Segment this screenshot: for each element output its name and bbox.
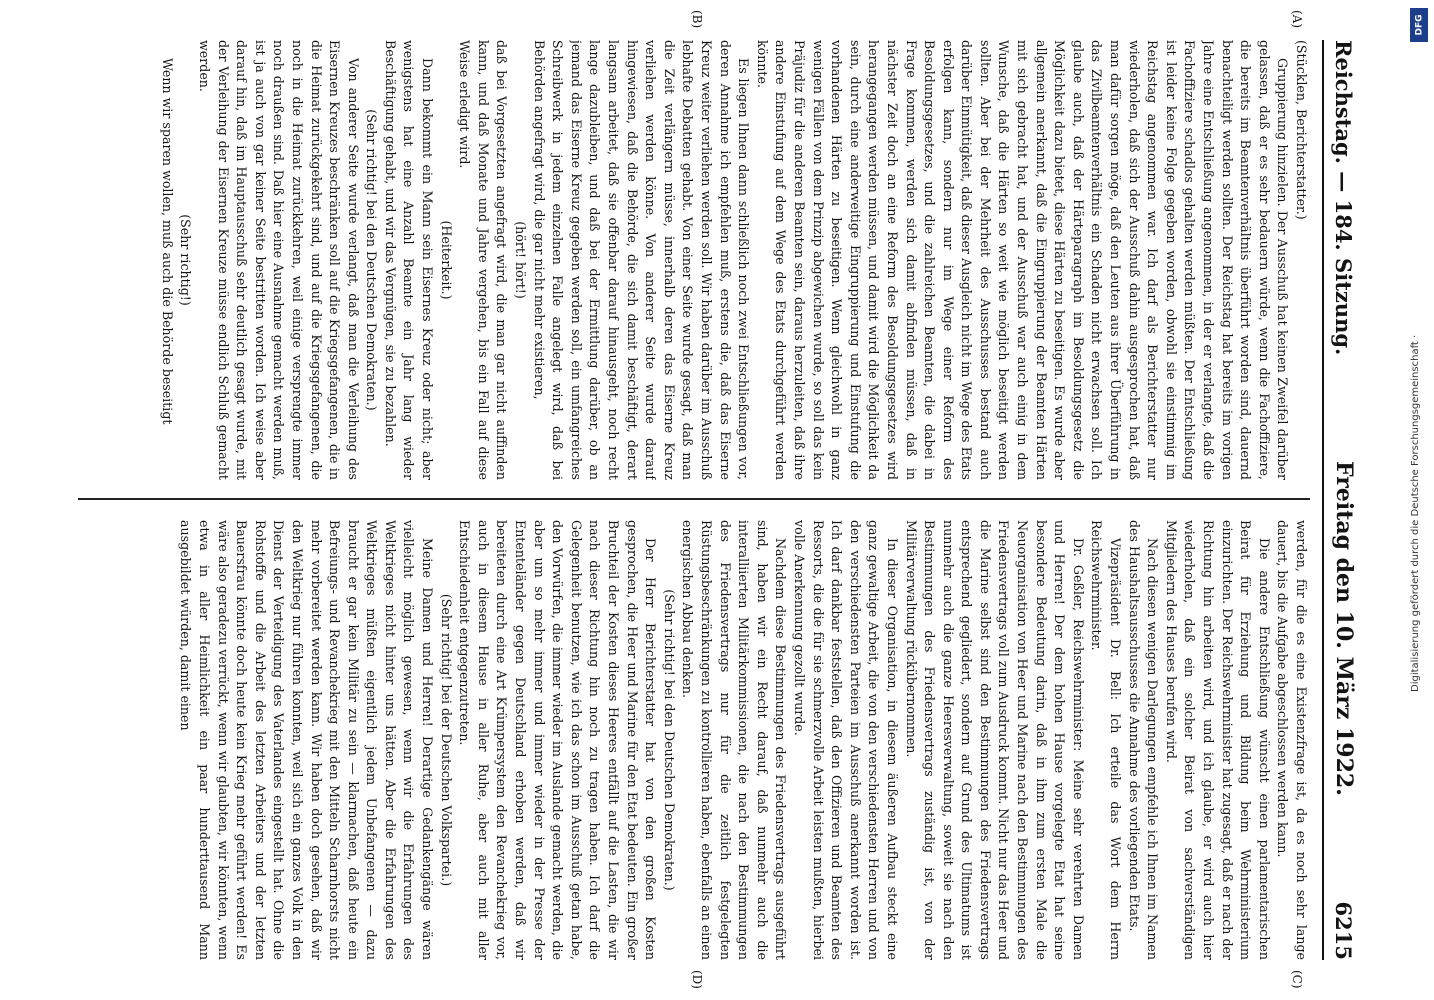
header-session: Reichstag. — 184. Sitzung. bbox=[1331, 40, 1357, 356]
paragraph: Dann bekommt ein Mann sein Eisernes Kreuz oder nicht; aber wenigstens hat eine Anzahl Beamte ein Jahr lang wieder Beschäftigung gehabt, und wir das Vergnügen, sie zu bezahlen. bbox=[382, 40, 436, 480]
page-header bbox=[1322, 40, 1364, 960]
paragraph: Wenn wir sparen wollen, muß auch die Behörde beseitigt bbox=[159, 58, 175, 425]
interjection: (Heiterkeit.) bbox=[438, 220, 454, 300]
paragraph: Die andere Entschließung wünscht einen parlamentarischen Beirat für Erziehung und Bildung beim Wehrministerium einzurichten. Der Reichswehrminister hat zugesagt, daß er nach der Richtung hin arbeiten wird, und ich glaube, er wird auch hier wiederholen, daß ein solcher Beirat von sachverständigen Mitgliedern des Hauses berufen wird. bbox=[1163, 520, 1272, 960]
interjection: (Sehr richtig!) bbox=[178, 214, 194, 306]
dfg-logo: DFG bbox=[1410, 8, 1428, 42]
column-divider bbox=[78, 498, 1310, 500]
margin-mark-a: (A) bbox=[1290, 10, 1304, 29]
interjection: (Sehr richtig! bei den Deutschen Demokraten.) bbox=[364, 109, 380, 411]
paragraph: Dr. Geßler, Reichswehrminister: Meine sehr verehrten Damen und Herren! Der dem hohen Hause vorgelegte Etat hat seine besondere Bedeutung darin, daß in ihm zum ersten Male die Neuorganisation von Heer und Marine nach den Bestimmungen des Friedensvertrags voll zum Ausdruck kommt. Nicht nur das Heer und die Marine selbst sind den Bestimmungen des Friedensvertrags entsprechend gegliedert, sondern auf Grund des Ultimatums ist nunmehr auch die ganze Heeresverwaltung, soweit sie nach den Bestimmungen des Friedensvertrags zuständig ist, von der Militärverwaltung rückübernommen. bbox=[903, 520, 1086, 960]
paragraph: Nachdem diese Bestimmungen des Friedensvertrags ausgeführt sind, haben wir ein Recht darauf, daß nunmehr auch die interalliierten Militärkommissionen, die nach den Bestimmungen des Friedensvertrags nur für die zeitlich festgelegten Rüstungsbeschränkungen zu kontrollieren haben, ebenfalls an einen energischen Abbau denken. bbox=[680, 520, 789, 960]
interjection: (Sehr richtig! bei den Deutschen Demokraten.) bbox=[661, 589, 677, 891]
paragraph: daß bei Vorgesetzten angefragt wird, die man gar nicht auffinden kann, und daß Monate und Jahre vergehen, bis ein Fall auf diese Weise erledigt wird. bbox=[457, 40, 510, 480]
interjection: (hört! hört!) bbox=[513, 221, 529, 299]
digitization-credit-text: Digitalisierung gefördert durch die Deutsche Forschungsgemeinschaft · bbox=[1410, 334, 1421, 692]
header-page-number: 6215 bbox=[1331, 901, 1357, 960]
margin-mark-b: (B) bbox=[690, 10, 704, 29]
paragraph: Gruppierung hinzielen. Der Ausschuß hat keinen Zweifel darüber gelassen, daß er es sehr bedauern würde, wenn die Fachoffiziere, die bereits im Beamtenverhältnis überführt worden sind, dauernd benachteiligt werden sollten. Der Reichstag hat bereits im vorigen Jahre eine Entschließung angenommen, in der er verlangte, daß die Fachoffiziere schadlos gehalten werden müßten. Der Entschließung ist leider keine Folge gegeben worden, obwohl sie einstimmig im Reichstag angenommen war. Ich darf als Berichterstatter nur wiederholen, daß sich der Ausschuß dahin ausgesprochen hat, daß man dafür sorgen möge, daß den Leuten aus ihrer Überführung in das Zivilbeamtenverhältnis ein Schaden nicht erwachsen soll. Ich glaube auch, daß der Härteparagraph im Besoldungsgesetz die Möglichkeit dazu bietet, diese Härten zu beseitigen. Es wurde aber allgemein anerkannt, daß die Eingruppierung der Beamten Härten mit sich gebracht hat, und der Ausschuß war auch einig in dem Wunsche, daß die Härten so weit wie möglich beseitigt werden sollten. Aber bei der Mehrheit des Ausschusses bestand auch darüber Einmütigkeit, daß dieser Ausgleich nicht im Wege des Etats erfolgen kann, sondern nur im Wege einer Reform des Besoldungsgesetzes, und die zahlreichen Beamten, die dabei in Frage kommen, werden sich damit abfinden müssen, daß in nächster Zeit doch an eine Reform des Besoldungsgesetzes wird herangegangen werden müssen, und damit wird die Möglichkeit da sein, durch eine anderweitige Eingruppierung und Einstufung die vorhandenen Härten zu beseitigen. Wenn gleichwohl in ganz wenigen Fällen von dem Prinzip abgewichen wurde, so soll das kein Präjudiz für die anderen Beamten sein, daraus herzuleiten, daß ihre andere Einstufung auf dem Wege des Etats durchgeführt werden könnte. bbox=[754, 40, 1291, 480]
paragraph: Es liegen Ihnen dann schließlich noch zwei Entschließungen vor, deren Annahme ich empfehlen muß, erstens die, daß das Eiserne Kreuz weiter verliehen werden soll. Wir haben darüber im Ausschuß lebhafte Debatten gehabt. Von einer Seite wurde gesagt, daß man die Zeit verlängern müsse, innerhalb deren das Eiserne Kreuz verliehen werden könne. Von anderer Seite wurde darauf hingewiesen, daß die Behörde, die sich damit beschäftigt, derart langsam arbeitet, daß sie offenbar darauf hinausgeht, noch recht lange dazubleiben, und daß bei der Ermittlung darüber, ob an jemand das Eiserne Kreuz gegeben werden soll, ein umfangreiches Schreibwerk in jedem einzelnen Falle angelegt wird, daß bei Behörden angefragt wird, die gar nicht mehr existieren, bbox=[531, 40, 752, 480]
right-column bbox=[78, 520, 1310, 960]
speaker-line: (Stücklen, Berichterstatter.) bbox=[1294, 40, 1309, 220]
paragraph: Nach diesen wenigen Darlegungen empfehle ich Ihnen im Namen des Haushaltsausschusses die Annahme des vorliegenden Etats. bbox=[1126, 520, 1161, 960]
paragraph: Der Herr Berichterstatter hat von den großen Kosten gesprochen, die Heer und Marine für den Etat bedeuten. Ein großer Bruchteil der Kosten dieses Heeres entfällt auf die Lasten, die wir nach dieser Richtung hin noch zu tragen haben. Ich darf die Gelegenheit benutzen, wie ich das schon im Ausschuß getan habe, den Vorwürfen, die immer wieder im Auslande gemacht werden, die aber um so mehr immer und immer wieder in der Presse der Ententeländer gegen Deutschland erhoben werden, daß wir bereiteten durch eine Art Krümpersystem den Revanchekrieg vor, auch in diesem Hause in aller Ruhe, aber auch mit aller Entschiedenheit entgegenzutreten. bbox=[457, 520, 659, 960]
margin-mark-c: (C) bbox=[1290, 970, 1304, 989]
paragraph: Vizepräsident Dr. Bell: Ich erteile das Wort dem Herrn Reichswehrminister. bbox=[1089, 520, 1124, 960]
paragraph: Meine Damen und Herren! Derartige Gedankengänge wären vielleicht möglich gewesen, wenn wir die Erfahrungen des Weltkrieges nicht hinter uns hätten. Aber die Erfahrungen des Weltkrieges müßten eigentlich jedem Unbefangenen — dazu braucht er gar kein Militär zu sein — klarmachen, daß heute ein Befreiungs- und Revanchekrieg mit den Mitteln Scharnhorsts nicht mehr vorbereitet werden kann. Wir haben doch gesehen, daß wir den Weltkrieg nur führen konnten, weil sich ein ganzes Volk in den Dienst der Verteidigung des Vaterlandes eingestellt hat. Ohne die Rohstoffe und die Arbeit des letzten Arbeiters und der letzten Bauersfrau könnte doch heute kein Krieg mehr geführt werden! Es wäre also geradezu verrückt, wenn wir glaubten, wir könnten, wenn etwa in aller Heimlichkeit ein paar hunderttausend Mann ausgebildet würden, damit einen bbox=[178, 520, 436, 960]
left-column bbox=[78, 40, 1310, 480]
paragraph: In dieser Organisation, in diesem äußeren Aufbau steckt eine ganz gewaltige Arbeit, die von den verschiedensten Herren und von den verschiedensten Parteien im Ausschuß anerkannt worden ist. Ich darf dankbar feststellen, daß den Offizieren und Beamten des Ressorts, die die für sie schmerzvolle Arbeit leisten mußten, hierbei volle Anerkennung gezollt wurde. bbox=[791, 520, 900, 960]
protocol-page bbox=[74, 10, 1364, 989]
margin-mark-d: (D) bbox=[690, 970, 704, 989]
interjection: (Sehr richtig! bei der Deutschen Volkspartei.) bbox=[438, 593, 454, 887]
header-date: Freitag den 10. März 1922. bbox=[1331, 461, 1357, 796]
paragraph: werden, für die es eine Existenzfrage ist, da es noch sehr lange dauert, bis die Aufgabe abgeschlossen werden kann. bbox=[1275, 520, 1309, 960]
paragraph: Von anderer Seite wurde verlangt, daß man die Verleihung des Eisernen Kreuzes beschränken soll auf die Kriegsgefangenen, die in die Heimat zurückgekehrt sind, und auf die Kriegsgefangenen, die noch in die Heimat zurückkehren, weil einige versprengte immer noch draußen sind. Daß hier eine Ausnahme gemacht werden muß, ist ja auch von gar keiner Seite bestritten worden. Ich weise aber darauf hin, daß im Hauptausschuß sehr deutlich gesagt wurde, mit der Verleihung der Eisernen Kreuze müsse endlich Schluß gemacht werden. bbox=[196, 40, 361, 480]
